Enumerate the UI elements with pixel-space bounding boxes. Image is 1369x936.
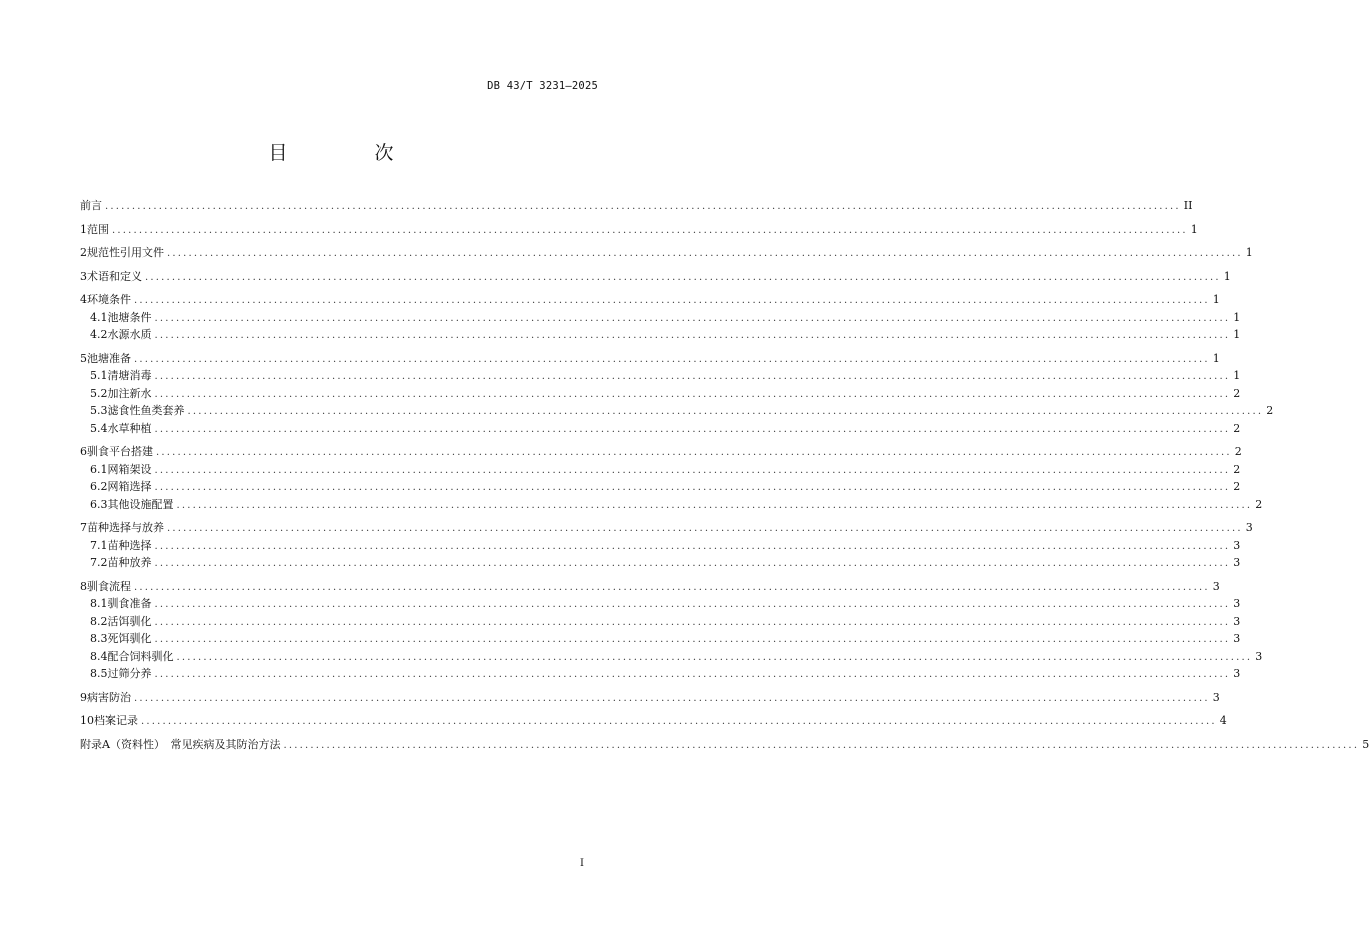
toc-entry-page: 1 (1245, 246, 1253, 259)
toc-entry-page: 1 (1212, 293, 1220, 306)
toc-entry[interactable] (80, 293, 1220, 307)
toc-entry[interactable] (80, 497, 1263, 512)
toc-entry-label: 网箱选择 (107, 480, 152, 493)
toc-entry-label: 死饵驯化 (107, 632, 152, 645)
toc-entry[interactable] (80, 246, 1253, 260)
toc-entry-label: 术语和定义 (87, 269, 142, 283)
toc-entry-number: 3 (80, 269, 87, 283)
toc-entry[interactable] (80, 386, 1241, 401)
toc-dot-leader: ........................................................................................................................................................................................................ (134, 692, 1210, 704)
toc-entry-label: 苗种放养 (107, 556, 152, 569)
toc-entry-page: 3 (1233, 597, 1241, 610)
toc-entry[interactable] (80, 556, 1241, 570)
toc-entry-label: 活饵驯化 (107, 614, 152, 628)
toc-entry-label: 档案记录 (94, 714, 138, 727)
toc-entry-label: 范围 (87, 222, 109, 236)
toc-entry-label: 苗种选择与放养 (87, 521, 164, 534)
toc-entry-label: 水草种植 (107, 421, 152, 435)
toc-entry[interactable] (80, 310, 1241, 325)
toc-entry-number: 8.2 (90, 614, 108, 628)
toc-dot-leader: ........................................................................................................................................................................................................ (134, 353, 1210, 365)
toc-dot-leader: ........................................................................................................................................................................................................ (105, 201, 1181, 212)
toc-entry-number: 5.3 (90, 404, 108, 417)
toc-entry-number: 8.1 (90, 597, 108, 610)
toc-entry-label: 网箱架设 (107, 462, 152, 476)
page-number: I (580, 858, 584, 869)
toc-dot-leader: ........................................................................................................................................................................................................ (154, 388, 1231, 400)
toc-dot-leader: ........................................................................................................................................................................................................ (154, 540, 1231, 552)
toc-entry[interactable] (80, 328, 1241, 342)
toc-dot-leader: ........................................................................................................................................................................................................ (154, 464, 1231, 476)
toc-dot-leader: ........................................................................................................................................................................................................ (154, 634, 1231, 645)
toc-entry-number: 8.3 (90, 632, 108, 645)
toc-entry-label: 池塘准备 (87, 351, 131, 365)
toc-entry-number: 7.1 (90, 538, 108, 552)
toc-entry-label: 驯食平台搭建 (87, 445, 153, 458)
toc-entry-page: 2 (1233, 462, 1241, 476)
toc-entry-number: 6.3 (90, 497, 108, 511)
toc-entry-label: 环境条件 (87, 293, 131, 306)
toc-dot-leader: ........................................................................................................................................................................................................ (134, 295, 1210, 306)
toc-entry-label: 驯食流程 (87, 579, 131, 593)
toc-dot-leader: ........................................................................................................................................................................................................ (176, 499, 1253, 511)
toc-entry-number: 5.1 (90, 369, 108, 382)
toc-dot-leader: ........................................................................................................................................................................................................ (167, 248, 1243, 259)
toc-entry-label: 规范性引用文件 (87, 246, 164, 259)
toc-entry[interactable] (80, 462, 1241, 477)
toc-dot-leader: ........................................................................................................................................................................................................ (134, 581, 1210, 593)
toc-entry-page: 3 (1245, 521, 1253, 534)
toc-entry-page: 1 (1190, 222, 1198, 236)
toc-entry-label: 驯食准备 (107, 597, 152, 610)
toc-entry-page: 3 (1255, 649, 1263, 663)
toc-entry-label: 其他设施配置 (107, 497, 174, 511)
toc-entry-label: 病害防治 (87, 690, 131, 704)
toc-entry-number: 1 (80, 222, 87, 236)
toc-entry-number: 4.1 (90, 310, 108, 324)
toc-entry-label: 过筛分养 (107, 667, 152, 680)
toc-entry-number: 2 (80, 246, 87, 259)
toc-entry-label: 苗种选择 (107, 538, 152, 552)
toc-entry-page: 3 (1233, 538, 1241, 552)
toc-entry-page: 1 (1233, 328, 1241, 341)
toc-entry-label: 加注新水 (107, 386, 152, 400)
toc-dot-leader: ........................................................................................................................................................................................................ (154, 599, 1231, 610)
toc-entry-number: 10 (80, 714, 94, 727)
toc-entry-number: 5.4 (90, 421, 108, 435)
toc-entry-page: 2 (1233, 386, 1241, 400)
toc-entry-label: 滤食性鱼类套养 (107, 404, 185, 417)
toc-entry-label: 前言 (80, 199, 102, 212)
toc-entry-number: 8 (80, 579, 87, 593)
toc-entry-number: 8.5 (90, 667, 108, 680)
toc-dot-leader: ........................................................................................................................................................................................................ (167, 523, 1243, 534)
toc-entry[interactable] (80, 538, 1241, 553)
toc-dot-leader: ........................................................................................................................................................................................................ (154, 482, 1231, 493)
toc-entry-page: 1 (1212, 351, 1220, 365)
toc-entry[interactable] (80, 521, 1253, 535)
toc-entry[interactable] (80, 480, 1241, 494)
toc-entry-page: 3 (1233, 556, 1241, 569)
toc-dot-leader: ........................................................................................................................................................................................................ (156, 447, 1232, 458)
standard-number: DB 43/T 3231—2025 (487, 80, 598, 92)
toc-entry-page: 3 (1212, 579, 1220, 593)
toc-entry-number: 8.4 (90, 649, 108, 663)
toc-entry-label: 水源水质 (107, 328, 152, 341)
toc-entry[interactable] (80, 351, 1220, 366)
toc-entry-page: 5 (1362, 737, 1369, 751)
toc-entry-page: 1 (1233, 369, 1241, 382)
toc-entry[interactable] (80, 222, 1198, 237)
toc-entry-number: 9 (80, 690, 87, 704)
toc-entry[interactable] (80, 714, 1227, 728)
toc-entry-number: 4.2 (90, 328, 108, 341)
toc-entry-page: 3 (1233, 614, 1241, 628)
toc-entry-number: 5.2 (90, 386, 108, 400)
toc-dot-leader: ........................................................................................................................................................................................................ (112, 224, 1188, 236)
toc-entry-page: 2 (1234, 445, 1242, 458)
toc-entry[interactable] (80, 404, 1274, 418)
toc-dot-leader: ........................................................................................................................................................................................................ (141, 716, 1217, 727)
toc-dot-leader: ........................................................................................................................................................................................................ (176, 651, 1253, 663)
page-title: 目 次 (268, 142, 428, 164)
toc-entry-number: 6.1 (90, 462, 108, 476)
toc-dot-leader: ........................................................................................................................................................................................................ (154, 371, 1231, 382)
toc-entry-page: 1 (1233, 310, 1241, 324)
toc-entry-page: 1 (1223, 269, 1231, 283)
toc-entry[interactable] (80, 690, 1220, 705)
toc-entry-label: 附录A（资料性） 常见疾病及其防治方法 (80, 737, 281, 751)
toc-dot-leader: ........................................................................................................................................................................................................ (154, 669, 1231, 680)
toc-entry-label: 配合饲料驯化 (107, 649, 174, 663)
toc-entry-label: 清塘消毒 (107, 369, 152, 382)
toc-entry-page: 3 (1212, 690, 1220, 704)
toc-dot-leader: ........................................................................................................................................................................................................ (283, 739, 1360, 751)
toc-entry-page: 2 (1266, 404, 1274, 417)
toc-dot-leader: ........................................................................................................................................................................................................ (154, 423, 1231, 435)
toc-entry-number: 4 (80, 293, 87, 306)
toc-entry[interactable] (80, 614, 1241, 629)
toc-entry[interactable] (80, 597, 1241, 611)
toc-dot-leader: ........................................................................................................................................................................................................ (154, 330, 1231, 341)
toc-entry[interactable] (80, 445, 1242, 459)
toc-entry[interactable] (80, 632, 1241, 646)
toc-entry-number: 6 (80, 445, 87, 458)
toc-entry-page: 3 (1233, 667, 1241, 680)
toc-entry-number: 5 (80, 351, 87, 365)
toc-entry-page: 4 (1219, 714, 1227, 727)
toc-entry[interactable] (80, 199, 1193, 213)
toc-entry-label: 池塘条件 (107, 310, 152, 324)
toc-entry-number: 7.2 (90, 556, 108, 569)
toc-entry[interactable] (80, 579, 1220, 594)
toc-entry-page: 3 (1233, 632, 1241, 645)
toc-entry-number: 6.2 (90, 480, 108, 493)
toc-dot-leader: ........................................................................................................................................................................................................ (145, 271, 1221, 283)
toc-dot-leader: ........................................................................................................................................................................................................ (154, 312, 1231, 324)
toc-entry-page: 2 (1233, 480, 1241, 493)
toc-entry[interactable] (80, 737, 1369, 752)
toc-entry[interactable] (80, 269, 1231, 284)
toc-dot-leader: ........................................................................................................................................................................................................ (187, 406, 1264, 417)
toc-entry[interactable] (80, 369, 1241, 383)
toc-dot-leader: ........................................................................................................................................................................................................ (154, 558, 1231, 569)
toc-entry[interactable] (80, 421, 1241, 436)
toc-entry-page: 2 (1255, 497, 1263, 511)
toc-entry[interactable] (80, 649, 1263, 664)
table-of-contents (80, 199, 1369, 752)
toc-entry[interactable] (80, 667, 1241, 681)
toc-entry-page: II (1183, 199, 1193, 212)
toc-entry-page: 2 (1233, 421, 1241, 435)
toc-dot-leader: ........................................................................................................................................................................................................ (154, 616, 1231, 628)
toc-entry-number: 7 (80, 521, 87, 534)
